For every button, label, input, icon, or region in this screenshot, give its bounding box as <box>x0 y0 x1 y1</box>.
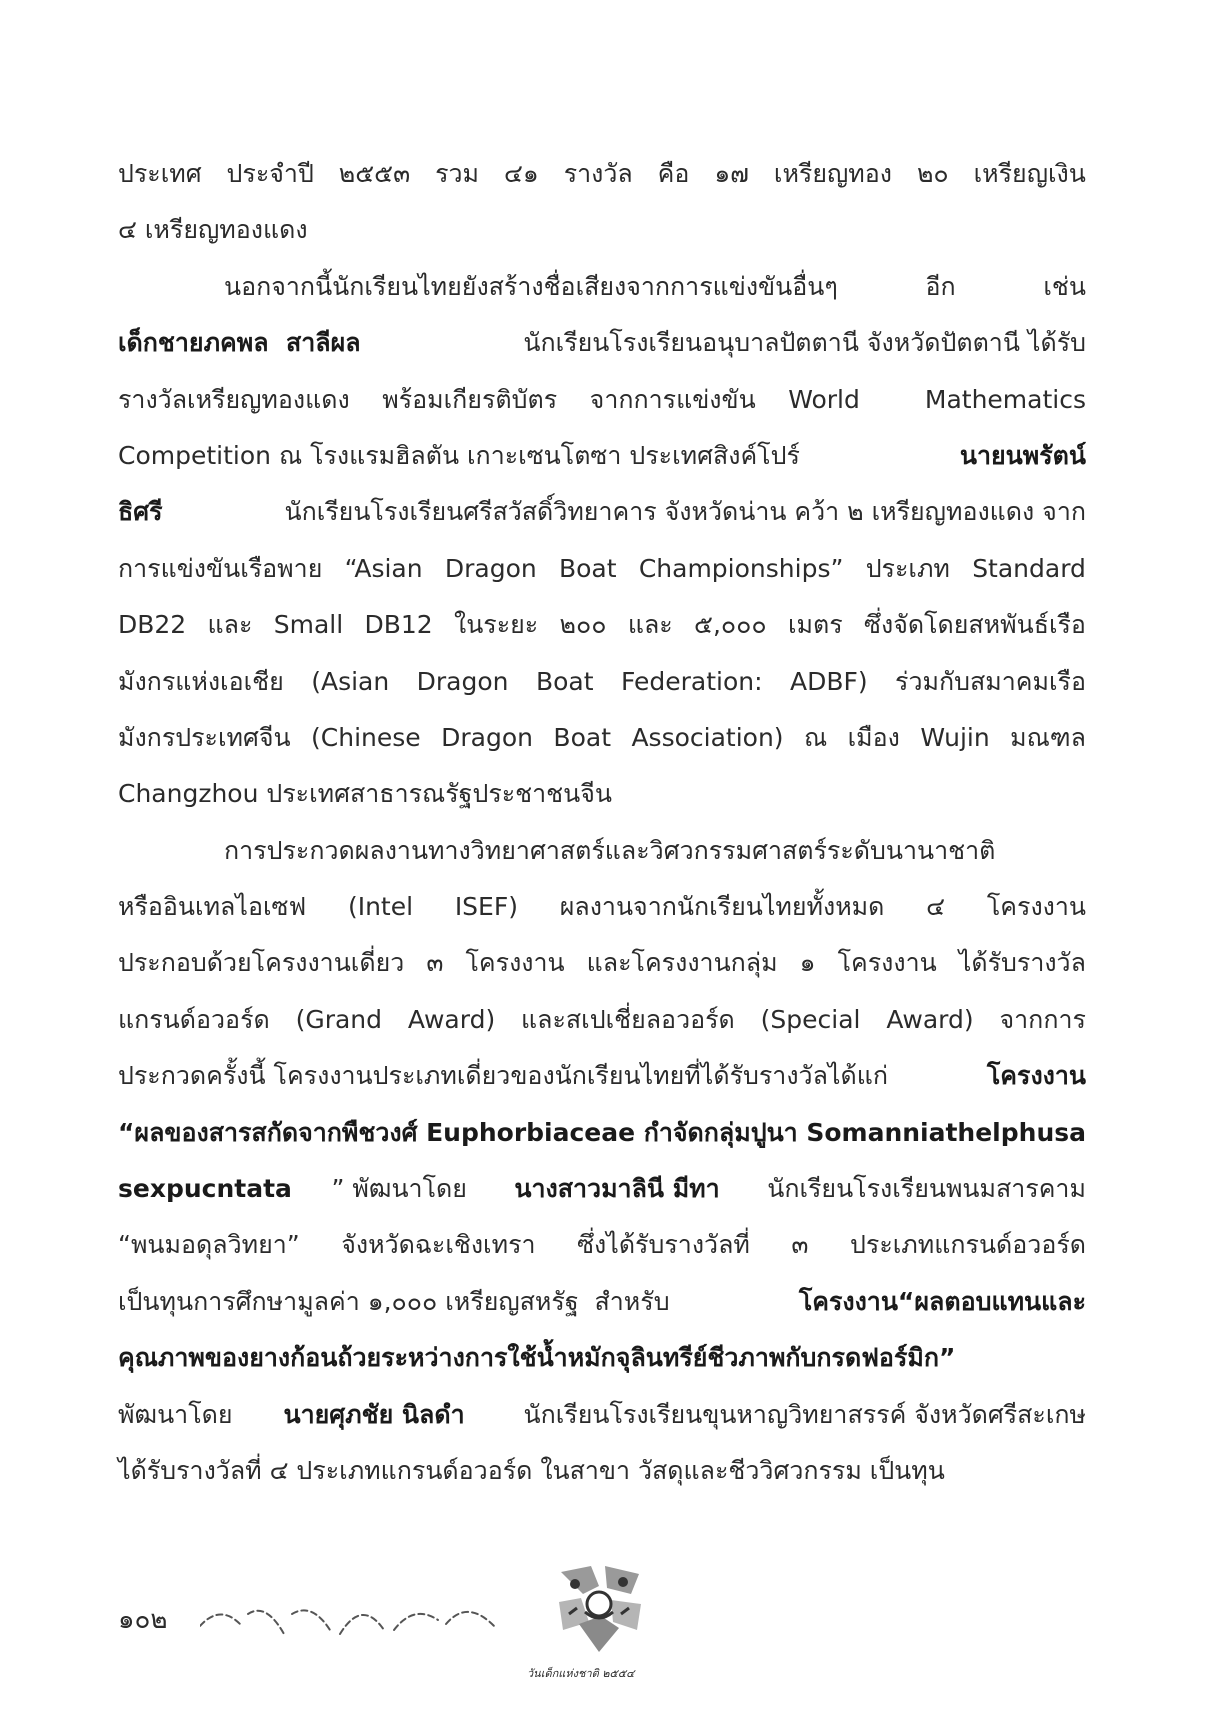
word: Dragon <box>444 553 537 583</box>
word: Award) <box>407 1004 496 1034</box>
word: ประจำปี <box>226 159 314 188</box>
word: Wujin <box>920 722 990 752</box>
bold-text: นายนพรัตน์ <box>959 440 1086 470</box>
word: ร่วมกับสมาคมเรือ <box>895 666 1086 696</box>
text-line <box>118 428 1086 484</box>
childrens-day-logo-icon <box>555 1564 645 1660</box>
word: ประเภทแกรนด์อวอร์ด <box>850 1230 1086 1260</box>
word: นอกจากนี้นักเรียนไทยยังสร้างชื่อเสียงจากการแข่งขันอื่นๆ <box>224 271 838 301</box>
word: ADBF) <box>789 666 868 696</box>
text-segment: นักเรียนโรงเรียนพนมสารคาม <box>759 1174 1086 1204</box>
text-segment: ๔ เหรียญทองแดง <box>118 215 308 245</box>
word: รวม <box>435 159 480 188</box>
bold-text: ธิศรี <box>118 497 163 527</box>
word: Somanniathelphusa <box>806 1117 1086 1147</box>
word: รางวัล <box>563 159 633 188</box>
bold-text: คุณภาพของยางก้อนถ้วยระหว่างการใช้น้ำหมักจุลินทรีย์ชีวภาพกับกรดฟอร์มิก” <box>118 1343 956 1373</box>
text-line <box>118 823 1086 879</box>
word: ณ <box>803 722 828 752</box>
logo-caption: วันเด็กแห่งชาติ ๒๕๕๔ <box>527 1667 635 1680</box>
word: ได้รับรางวัล <box>958 948 1086 978</box>
text-line <box>118 1330 1086 1386</box>
word: Dragon <box>441 722 533 752</box>
text-line <box>118 541 1086 597</box>
text-segment: นักเรียนโรงเรียนขุนหาญวิทยาสรรค์ จังหวัดศรีสะเกษ <box>515 1399 1086 1429</box>
word: Boat <box>535 666 594 696</box>
word: ๔ <box>926 892 946 922</box>
text-line <box>118 146 1086 202</box>
word: Championships” <box>638 553 844 583</box>
text-line <box>118 766 1086 822</box>
text-line <box>118 1387 1086 1443</box>
text-line <box>118 315 1086 371</box>
text-segment: ได้รับรางวัลที่ ๔ ประเภทแกรนด์อวอร์ด ในสาขา วัสดุและชีววิศวกรรม เป็นทุน <box>118 1455 945 1485</box>
word: (Intel <box>347 892 414 922</box>
word: Standard <box>972 553 1086 583</box>
word: โครงงาน <box>465 948 565 978</box>
text-segment: นักเรียนโรงเรียนอนุบาลปัตตานี จังหวัดปัตตานี ได้รับ <box>515 328 1086 358</box>
word: ๒๐ <box>916 159 949 188</box>
word: ISEF) <box>454 892 518 922</box>
text-line <box>118 1048 1086 1104</box>
word: ๒๐๐ <box>559 610 607 640</box>
word: ๓ <box>791 1230 809 1260</box>
word: “Asian <box>344 553 423 583</box>
text-segment: Changzhou ประเทศสาธารณรัฐประชาชนจีน <box>118 779 612 809</box>
word: DB22 <box>118 610 187 640</box>
bold-text: นายศุภชัย นิลดำ <box>283 1399 465 1429</box>
wave-ornament-icon <box>200 1600 520 1650</box>
word: ประเทศ <box>118 159 202 188</box>
word: ประเภท <box>865 553 950 583</box>
word: ๓ <box>426 948 444 978</box>
word: โครงงาน <box>986 892 1086 922</box>
word: Award) <box>886 1004 974 1034</box>
bold-text: เด็กชายภคพล สาลีผล <box>118 328 361 358</box>
word: ซึ่งได้รับรางวัลที่ <box>577 1230 750 1260</box>
body-text <box>118 146 1086 1499</box>
text-line <box>118 654 1086 710</box>
word: คือ <box>657 159 690 188</box>
word: ประกอบด้วยโครงงานเดี่ยว <box>118 948 405 978</box>
word: เหรียญเงิน <box>973 159 1086 188</box>
text-line <box>118 484 1086 540</box>
word: และสเปเชี่ยลอวอร์ด <box>521 1004 735 1034</box>
word: รางวัลเหรียญทองแดง <box>118 384 350 414</box>
word: Euphorbiaceae <box>426 1117 636 1147</box>
text-line <box>118 1161 1086 1217</box>
text-line <box>118 259 1086 315</box>
word: แกรนด์อวอร์ด <box>118 1004 270 1034</box>
text-line <box>118 372 1086 428</box>
word: Association) <box>631 722 784 752</box>
word: “ผลของสารสกัดจากพืชวงศ์ <box>118 1117 418 1147</box>
word: จากการแข่งขัน <box>589 384 756 414</box>
word: Small <box>273 610 344 640</box>
text-segment: พัฒนาโดย <box>118 1399 233 1429</box>
word: กำจัดกลุ่มปูนา <box>643 1117 798 1147</box>
word: (Grand <box>295 1004 383 1034</box>
word: ผลงานจากนักเรียนไทยทั้งหมด <box>559 892 885 922</box>
word: ๑๗ <box>714 159 749 188</box>
text-line <box>118 710 1086 766</box>
word: มังกรแห่งเอเชีย <box>118 666 284 696</box>
word: เหรียญทอง <box>773 159 893 188</box>
word: และ <box>627 610 673 640</box>
word: มังกรประเทศจีน <box>118 722 291 752</box>
word: หรืออินเทลไอเซฟ <box>118 892 307 922</box>
word: มณฑล <box>1010 722 1086 752</box>
word: ในระยะ <box>454 610 539 640</box>
word: เมือง <box>847 722 900 752</box>
page-footer <box>118 1600 678 1720</box>
word: Dragon <box>416 666 509 696</box>
text-segment: ” พัฒนาโดย <box>331 1174 475 1204</box>
word: ๑ <box>799 948 816 978</box>
word: DB12 <box>364 610 433 640</box>
word: จากการ <box>999 1004 1086 1034</box>
word: เมตร <box>788 610 843 640</box>
word: Boat <box>553 722 611 752</box>
word: ๒๕๕๓ <box>338 159 411 188</box>
text-line <box>118 202 1086 258</box>
text-line <box>118 1274 1086 1330</box>
page-number: ๑๐๒ <box>118 1605 168 1635</box>
word: จังหวัดฉะเชิงเทรา <box>341 1230 536 1260</box>
word: World <box>788 384 860 414</box>
word: ๔๑ <box>503 159 539 188</box>
text-line <box>118 1443 1086 1499</box>
word: โครงงาน <box>837 948 937 978</box>
word: พร้อมเกียรติบัตร <box>382 384 558 414</box>
word: การแข่งขันเรือพาย <box>118 553 323 583</box>
text-segment: เป็นทุนการศึกษามูลค่า ๑,๐๐๐ เหรียญสหรัฐ สำหรับ <box>118 1286 670 1316</box>
word: Federation: <box>620 666 763 696</box>
text-segment: ประกวดครั้งนี้ โครงงานประเภทเดี่ยวของนักเรียนไทยที่ได้รับรางวัลได้แก่ <box>118 1061 896 1091</box>
word: (Chinese <box>311 722 421 752</box>
word: ซึ่งจัดโดยสหพันธ์เรือ <box>864 610 1086 640</box>
text-line <box>118 992 1086 1048</box>
text-line <box>118 879 1086 935</box>
word: (Special <box>760 1004 861 1034</box>
text-line <box>118 935 1086 991</box>
bold-text: sexpucntata <box>118 1174 292 1204</box>
text-segment: นักเรียนโรงเรียนศรีสวัสดิ์วิทยาคาร จังหวัดน่าน คว้า ๒ เหรียญทองแดง จาก <box>276 497 1086 527</box>
text-line <box>118 1217 1086 1273</box>
word: (Asian <box>311 666 390 696</box>
bold-text: นางสาวมาลินี มีทา <box>514 1174 720 1204</box>
word: และ <box>207 610 253 640</box>
text-segment: Competition ณ โรงแรมฮิลตัน เกาะเซนโตซา ประเทศสิงค์โปร์ <box>118 440 816 470</box>
word: “พนมอดุลวิทยา” <box>118 1230 300 1260</box>
word: ๕,๐๐๐ <box>694 610 767 640</box>
text-line <box>118 597 1086 653</box>
word: Boat <box>558 553 617 583</box>
word: Mathematics <box>924 384 1086 414</box>
text-segment: การประกวดผลงานทางวิทยาศาสตร์และวิศวกรรมศาสตร์ระดับนานาชาติ <box>224 835 996 865</box>
text-line <box>118 1105 1086 1161</box>
bold-text: โครงงาน <box>986 1061 1086 1091</box>
word: เช่น <box>1043 271 1086 301</box>
word: อีก <box>925 271 956 301</box>
bold-text: โครงงาน“ผลตอบแทนและ <box>798 1286 1086 1316</box>
word: และโครงงานกลุ่ม <box>586 948 778 978</box>
